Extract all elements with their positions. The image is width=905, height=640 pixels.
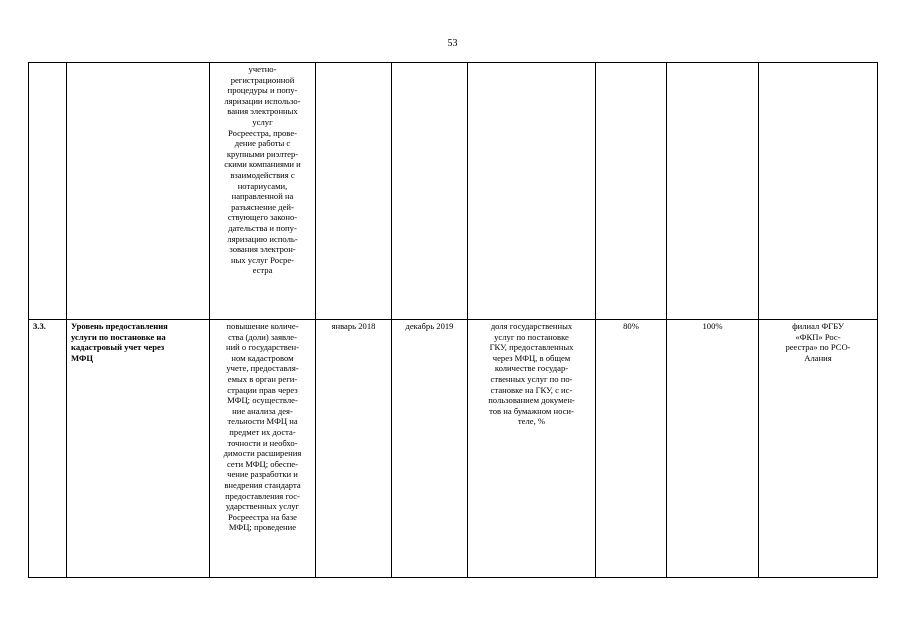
text-line: крупными риэлтер-: [226, 148, 299, 159]
cell-executor: [759, 63, 878, 320]
cell-number: 3.3.: [29, 320, 67, 578]
text-line: становке на ГКУ, с ис-: [490, 384, 573, 395]
text-line: разъяснение дей-: [231, 201, 294, 212]
text-line: услуг: [252, 116, 273, 127]
text-line: повышение количе-: [226, 321, 299, 331]
text-line: МФЦ; проведение: [228, 522, 297, 533]
text-line: теле, %: [517, 416, 546, 427]
text-line: предмет их доста-: [229, 426, 296, 437]
cell-indicator: [468, 320, 596, 578]
text-line: страции прав через: [227, 384, 298, 395]
text-line: дательства и попу-: [228, 222, 297, 233]
text-line: Уровень предоставления: [71, 321, 168, 331]
text-line: зования электрон-: [229, 244, 296, 255]
text-line: ГКУ, предоставленных: [489, 342, 574, 353]
page-number: 53: [447, 38, 458, 49]
cell-target-value: 100%: [667, 320, 759, 578]
text-line: учете, предоставля-: [226, 363, 299, 374]
cell-measures: [210, 63, 316, 320]
plan-table: [28, 62, 878, 578]
text-line: ства (доли) заявле-: [228, 331, 297, 342]
text-line: скими компаниями и: [224, 159, 301, 170]
text-line: реестра» по РСО-: [785, 342, 851, 353]
text-line: МФЦ: [71, 352, 94, 363]
text-line: ние анализа дея-: [232, 405, 293, 416]
cell-end-date: [392, 63, 468, 320]
text-line: Росреестра на базе: [228, 511, 297, 522]
text-line: димости расширения: [223, 448, 302, 459]
text-line: кадастровый учет через: [71, 342, 165, 353]
text-line: через МФЦ, в общем: [492, 352, 571, 363]
text-line: ном кадастровом: [231, 352, 294, 363]
text-line: Росреестра, прове-: [228, 127, 297, 138]
cell-start-date: январь 2018: [316, 320, 392, 578]
text-line: тельности МФЦ на: [227, 416, 298, 427]
text-line: чение разработки и: [227, 469, 298, 480]
text-line: услуг по постановке: [494, 331, 569, 342]
cell-indicator: [468, 63, 596, 320]
cell-base-value: [596, 63, 667, 320]
text-line: доля государственных: [490, 321, 573, 331]
text-line: филиал ФГБУ: [792, 321, 844, 331]
text-line: учетно-: [248, 64, 277, 74]
text-line: точности и необхо-: [227, 437, 298, 448]
text-line: тов на бумажном носи-: [489, 405, 574, 416]
cell-executor: [759, 320, 878, 578]
text-line: нотариусами,: [237, 180, 288, 191]
cell-target-value: [667, 63, 759, 320]
text-line: емых в орган реги-: [227, 373, 298, 384]
text-line: ных услуг Росре-: [230, 254, 295, 265]
text-line: регистрационной: [230, 74, 295, 85]
text-line: МФЦ; осуществле-: [227, 395, 298, 406]
text-line: направленной на: [231, 191, 294, 202]
text-line: пользованием докумен-: [488, 395, 575, 406]
text-line: ний о государствен-: [225, 342, 299, 353]
text-line: Алания: [804, 352, 832, 363]
text-line: услуги по постановке на: [71, 331, 166, 342]
text-line: взаимодействия с: [230, 169, 295, 180]
cell-base-value: 80%: [596, 320, 667, 578]
text-line: ственных услуг по по-: [490, 373, 573, 384]
text-line: предоставления гос-: [225, 490, 300, 501]
text-line: процедуры и попу-: [227, 85, 298, 96]
text-line: внедрения стандарта: [224, 479, 301, 490]
text-line: ствующего законо-: [227, 212, 298, 223]
table-row-3-3: [29, 320, 878, 578]
text-line: ляризацию исполь-: [227, 233, 298, 244]
cell-name: [67, 63, 210, 320]
cell-end-date: декабрь 2019: [392, 320, 468, 578]
text-line: вания электронных: [227, 106, 298, 117]
text-line: количестве государ-: [494, 363, 569, 374]
text-line: дение работы с: [234, 138, 291, 149]
text-line: сети МФЦ; обеспе-: [227, 458, 298, 469]
cell-start-date: [316, 63, 392, 320]
cell-number: [29, 63, 67, 320]
text-line: «ФКП» Рос-: [795, 331, 841, 342]
text-line: естра: [252, 265, 273, 276]
cell-measures: [210, 320, 316, 578]
text-line: ляризации использо-: [224, 95, 301, 106]
cell-name: [67, 320, 210, 578]
table-row-continued: [29, 63, 878, 320]
text-line: ударственных услуг: [225, 501, 300, 512]
